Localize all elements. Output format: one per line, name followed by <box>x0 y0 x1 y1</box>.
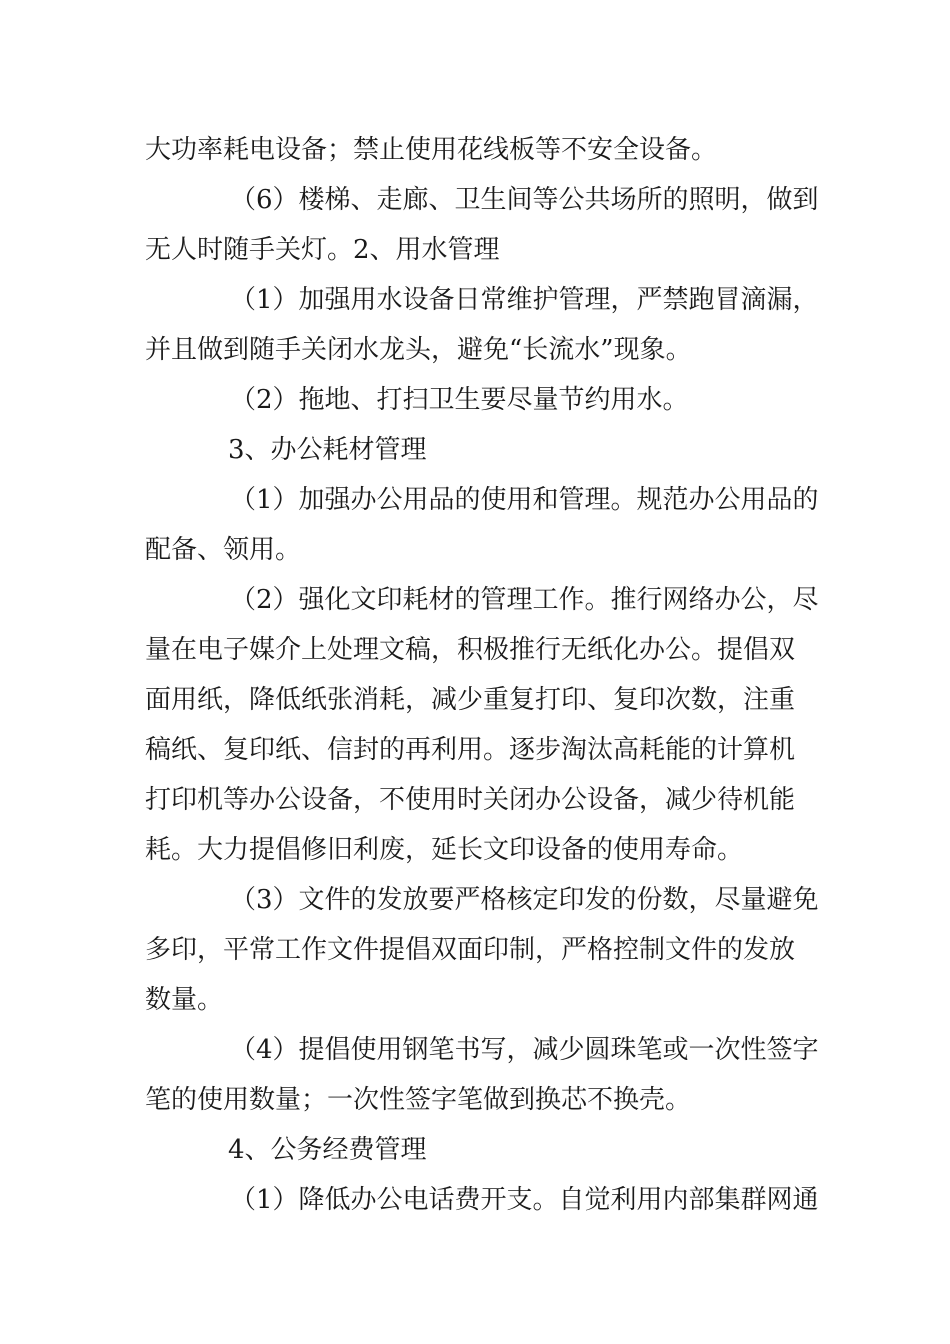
text-line: （3）文件的发放要严格核定印发的份数，尽量避免 <box>230 885 819 915</box>
text-line: 耗。大力提倡修旧利废，延长文印设备的使用寿命。 <box>145 835 744 865</box>
text-line: 面用纸，降低纸张消耗，减少重复打印、复印次数，注重 <box>145 685 796 715</box>
text-line: 大功率耗电设备；禁止使用花线板等不安全设备。 <box>145 135 718 165</box>
text-line: （1）降低办公电话费开支。自觉利用内部集群网通 <box>230 1185 819 1215</box>
text-line: 稿纸、复印纸、信封的再利用。逐步淘汰高耗能的计算机 <box>145 735 796 765</box>
text-line: 笔的使用数量；一次性签字笔做到换芯不换壳。 <box>145 1085 692 1115</box>
text-line: （1）加强用水设备日常维护管理，严禁跑冒滴漏， <box>230 285 819 315</box>
text-line: 无人时随手关灯。2、用水管理 <box>145 235 500 265</box>
text-line: （4）提倡使用钢笔书写，减少圆珠笔或一次性签字 <box>230 1035 819 1065</box>
text-line: 量在电子媒介上处理文稿，积极推行无纸化办公。提倡双 <box>145 635 796 665</box>
text-line: （2）拖地、打扫卫生要尽量节约用水。 <box>230 385 689 415</box>
section-heading: 4、公务经费管理 <box>228 1135 427 1165</box>
text-line: （1）加强办公用品的使用和管理。规范办公用品的 <box>230 485 819 515</box>
text-line: （6）楼梯、走廊、卫生间等公共场所的照明，做到 <box>230 185 819 215</box>
text-line: 并且做到随手关闭水龙头，避免“长流水”现象。 <box>145 335 692 365</box>
text-line: 配备、领用。 <box>145 535 302 565</box>
text-line: （2）强化文印耗材的管理工作。推行网络办公，尽 <box>230 585 819 615</box>
text-line: 多印，平常工作文件提倡双面印制，严格控制文件的发放 <box>145 935 796 965</box>
text-line: 数量。 <box>145 985 224 1015</box>
text-line: 打印机等办公设备，不使用时关闭办公设备，减少待机能 <box>145 785 796 815</box>
section-heading: 3、办公耗材管理 <box>228 435 427 465</box>
